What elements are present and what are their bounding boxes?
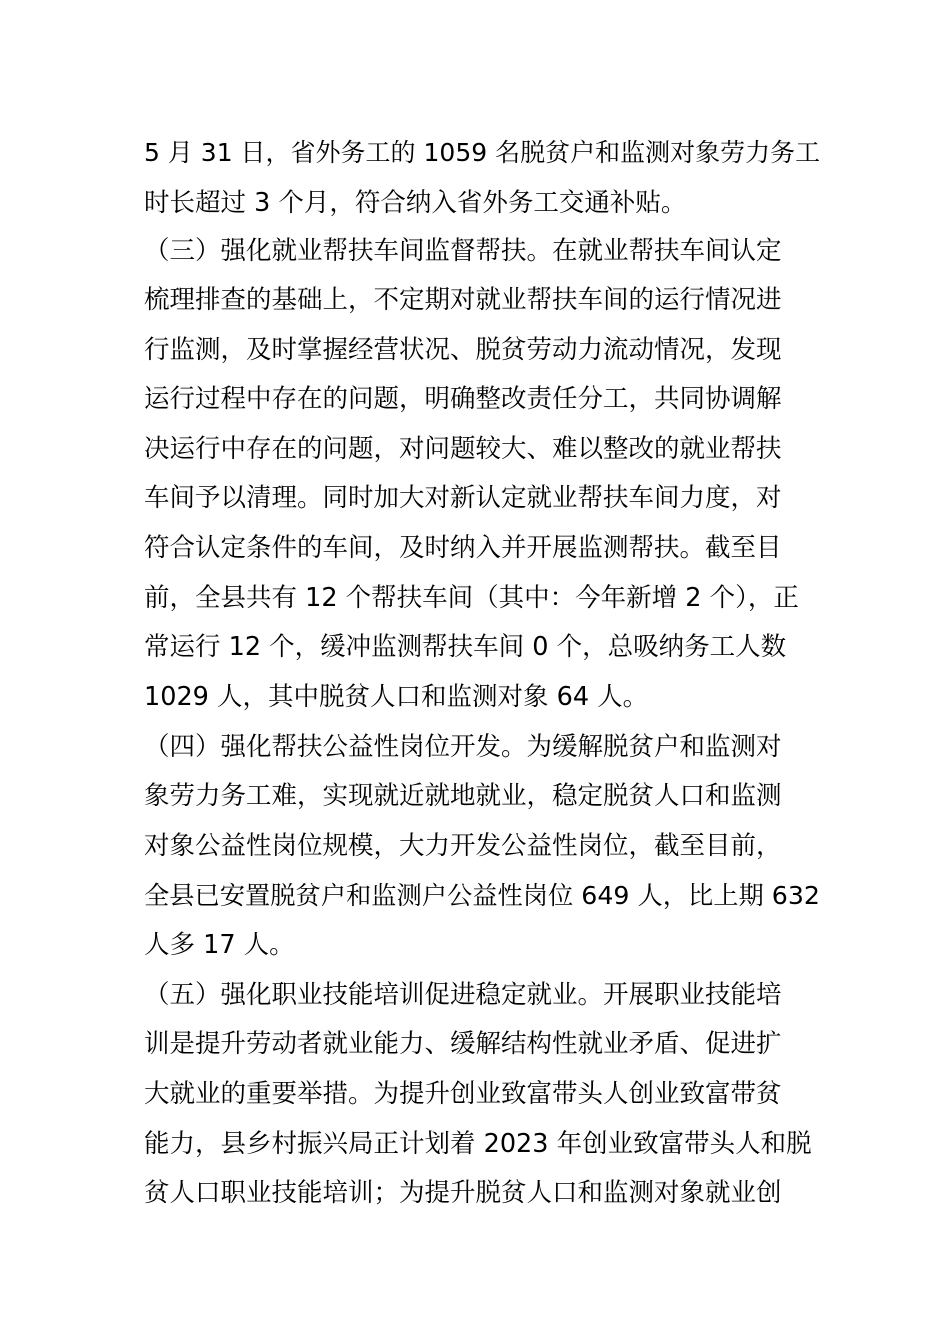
text-line: 训是提升劳动者就业能力、缓解结构性就业矛盾、促进扩 — [144, 1029, 782, 1059]
text-line: （三）强化就业帮扶车间监督帮扶。在就业帮扶车间认定 — [144, 236, 782, 266]
text-line: 5 月 31 日，省外务工的 1059 名脱贫户和监测对象劳力务工 — [144, 138, 821, 167]
text-line: 行监测，及时掌握经营状况、脱贫劳动力流动情况，发现 — [144, 335, 782, 365]
text-line: 时长超过 3 个月，符合纳入省外务工交通补贴。 — [144, 188, 687, 218]
text-line: 决运行中存在的问题，对问题较大、难以整改的就业帮扶 — [144, 434, 782, 464]
text-line: 对象公益性岗位规模，大力开发公益性岗位，截至目前， — [144, 831, 782, 861]
text-line: （五）强化职业技能培训促进稳定就业。开展职业技能培 — [144, 980, 782, 1010]
text-line: 1029 人，其中脱贫人口和监测对象 64 人。 — [144, 682, 649, 712]
text-line: 人多 17 人。 — [144, 930, 295, 960]
text-line: 车间予以清理。同时加大对新认定就业帮扶车间力度，对 — [144, 483, 782, 513]
text-line: 前，全县共有 12 个帮扶车间（其中：今年新增 2 个），正 — [144, 583, 799, 613]
text-line: 贫人口职业技能培训；为提升脱贫人口和监测对象就业创 — [144, 1178, 782, 1208]
text-line: （四）强化帮扶公益性岗位开发。为缓解脱贫户和监测对 — [144, 732, 782, 762]
text-line: 全县已安置脱贫户和监测户公益性岗位 649 人，比上期 632 — [144, 881, 820, 910]
text-line: 象劳力务工难，实现就近就地就业，稳定脱贫人口和监测 — [144, 781, 782, 811]
text-line: 运行过程中存在的问题，明确整改责任分工，共同协调解 — [144, 384, 782, 414]
text-line: 大就业的重要举措。为提升创业致富带头人创业致富带贫 — [144, 1079, 782, 1109]
text-line: 梳理排查的基础上，不定期对就业帮扶车间的运行情况进 — [144, 285, 782, 315]
text-line: 能力，县乡村振兴局正计划着 2023 年创业致富带头人和脱 — [144, 1129, 812, 1159]
text-line: 符合认定条件的车间，及时纳入并开展监测帮扶。截至目 — [144, 533, 782, 563]
text-line: 常运行 12 个，缓冲监测帮扶车间 0 个，总吸纳务工人数 — [144, 632, 787, 662]
